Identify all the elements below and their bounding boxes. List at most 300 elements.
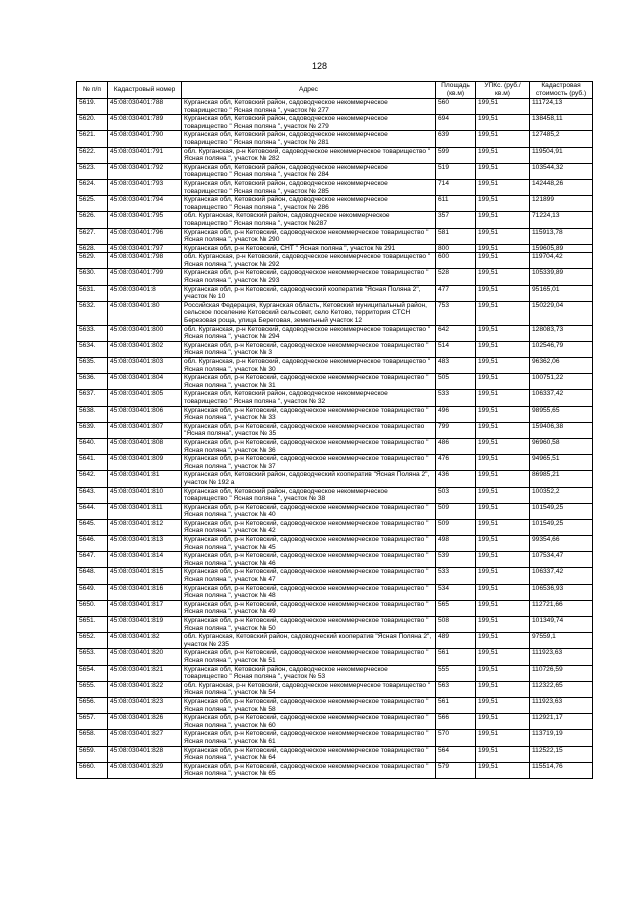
cell-address: Курганская обл, Кетовский район, садоводческий кооператив "Ясная Поляна 2", участок № 192 а [182,471,436,487]
cell-number: 5643. [77,487,108,503]
cell-cadastral-value: 142448,26 [530,179,593,195]
cell-area: 560 [436,99,476,115]
table-row [77,212,593,228]
cell-cadastral-number: 45:08:030401:821 [108,665,182,681]
cell-cadastral-value: 102546,79 [530,341,593,357]
cell-number: 5640. [77,438,108,454]
cell-area: 579 [436,762,476,778]
cell-cadastral-number: 45:08:030401:822 [108,681,182,697]
cell-address: Курганская обл, р-н Кетовский, садоводческое некоммерческое товарищество " Ясная поляна ", участок № 50 [182,617,436,633]
table-row [77,438,593,454]
cell-cadastral-value: 110726,59 [530,665,593,681]
cell-upks: 199,51 [476,325,530,341]
cell-address: обл. Курганская, р-н Кетовский, садоводческое некоммерческое товарищество " Ясная поляна ", участок № 30 [182,358,436,374]
table-row [77,600,593,616]
cell-upks: 199,51 [476,374,530,390]
table-row [77,285,593,301]
cell-cadastral-number: 45:08:030401:811 [108,503,182,519]
cell-cadastral-number: 45:08:030401:802 [108,341,182,357]
cell-upks: 199,51 [476,714,530,730]
cell-cadastral-value: 96362,06 [530,358,593,374]
cell-upks: 199,51 [476,212,530,228]
cell-cadastral-number: 45:08:030401:788 [108,99,182,115]
cell-number: 5619. [77,99,108,115]
table-row [77,697,593,713]
cell-cadastral-number: 45:08:030401:803 [108,358,182,374]
cell-upks: 199,51 [476,163,530,179]
cell-cadastral-number: 45:08:030401:815 [108,568,182,584]
cell-upks: 199,51 [476,358,530,374]
cell-cadastral-number: 45:08:030401:799 [108,269,182,285]
cell-cadastral-value: 96960,58 [530,438,593,454]
cell-area: 539 [436,552,476,568]
cell-address: Курганская обл, р-н Кетовский, садоводческое некоммерческое товарищество " Ясная поляна ", участок № 37 [182,455,436,471]
cell-cadastral-value: 103544,32 [530,163,593,179]
cell-number: 5644. [77,503,108,519]
cell-cadastral-number: 45:08:030401:80 [108,301,182,325]
cell-number: 5648. [77,568,108,584]
cell-address: обл. Курганская, р-н Кетовский, садоводческое некоммерческое товарищество " Ясная поляна ", участок № 54 [182,681,436,697]
header-number: № п/п [77,82,108,99]
cell-cadastral-number: 45:08:030401:829 [108,762,182,778]
table-body [77,99,593,779]
cell-number: 5642. [77,471,108,487]
cell-upks: 199,51 [476,519,530,535]
cell-address: Курганская обл, Кетовский район, садоводческое некоммерческое товарищество " Ясная поляна ", участок № 53 [182,665,436,681]
cell-address: Курганская обл, р-н Кетовский, садоводческий кооператив "Ясная Поляна 2", участок № 10 [182,285,436,301]
cell-cadastral-number: 45:08:030401:817 [108,600,182,616]
cell-address: Курганская обл, р-н Кетовский, садоводческое некоммерческое товарищество " Ясная поляна ", участок № 48 [182,584,436,600]
cell-number: 5649. [77,584,108,600]
cell-address: Курганская обл, Кетовский район, садоводческое некоммерческое товарищество " Ясная поляна ", участок № 284 [182,163,436,179]
table-row [77,649,593,665]
cell-cadastral-number: 45:08:030401:827 [108,730,182,746]
table-row [77,301,593,325]
cell-cadastral-value: 112322,65 [530,681,593,697]
cell-area: 599 [436,147,476,163]
cell-number: 5622. [77,147,108,163]
cell-cadastral-value: 105339,89 [530,269,593,285]
cell-address: Курганская обл, р-н Кетовский, садоводческое некоммерческое товарищество " Ясная поляна ", участок № 33 [182,406,436,422]
cell-address: обл. Курганская, р-н Кетовский, садоводческое некоммерческое товарищество " Ясная поляна ", участок № 292 [182,253,436,269]
cell-area: 509 [436,503,476,519]
cell-upks: 199,51 [476,406,530,422]
cell-cadastral-number: 45:08:030401:794 [108,196,182,212]
cell-area: 503 [436,487,476,503]
cell-number: 5633. [77,325,108,341]
cell-upks: 199,51 [476,600,530,616]
cell-cadastral-value: 94965,51 [530,455,593,471]
cell-cadastral-value: 101349,74 [530,617,593,633]
cell-area: 555 [436,665,476,681]
cell-cadastral-number: 45:08:030401:81 [108,471,182,487]
cell-area: 561 [436,697,476,713]
cell-number: 5639. [77,422,108,438]
cell-upks: 199,51 [476,115,530,131]
cell-area: 581 [436,228,476,244]
cell-cadastral-value: 127485,2 [530,131,593,147]
cell-area: 498 [436,536,476,552]
table-row [77,115,593,131]
cell-cadastral-number: 45:08:030401:812 [108,519,182,535]
cell-cadastral-number: 45:08:030401:816 [108,584,182,600]
cell-area: 489 [436,633,476,649]
cell-address: Курганская обл, Кетовский район, садоводческое некоммерческое товарищество " Ясная поляна ", участок № 285 [182,179,436,195]
cell-number: 5658. [77,730,108,746]
cell-area: 533 [436,568,476,584]
cell-address: Курганская обл, р-н Кетовский, садоводческое некоммерческое товарищество " Ясная поляна ", участок № 60 [182,714,436,730]
header-upks: УПКс. (руб./кв.м) [476,82,530,99]
table-row [77,374,593,390]
cell-number: 5629. [77,253,108,269]
cell-upks: 199,51 [476,471,530,487]
cell-cadastral-value: 150229,04 [530,301,593,325]
cell-area: 357 [436,212,476,228]
cell-cadastral-value: 97559,1 [530,633,593,649]
cell-area: 528 [436,269,476,285]
table-row [77,179,593,195]
cell-address: обл. Курганская, р-н Кетовский, садоводческое некоммерческое товарищество " Ясная поляна ", участок № 282 [182,147,436,163]
cell-upks: 199,51 [476,301,530,325]
cell-cadastral-value: 112921,17 [530,714,593,730]
cell-address: Курганская обл, Кетовский район, садоводческое некоммерческое товарищество " Ясная поляна ", участок № 286 [182,196,436,212]
cell-address: обл. Курганская, Кетовский район, садоводческий кооператив "Ясная Поляна 2", участок № 235 [182,633,436,649]
cell-number: 5637. [77,390,108,406]
cell-address: Курганская обл, р-н Кетовский, садоводческое некоммерческое товарищество " Ясная поляна ", участок № 51 [182,649,436,665]
cell-cadastral-value: 159605,89 [530,244,593,253]
table-row [77,341,593,357]
table-row [77,147,593,163]
cell-number: 5624. [77,179,108,195]
cell-area: 799 [436,422,476,438]
table-row [77,358,593,374]
cell-upks: 199,51 [476,147,530,163]
cell-area: 514 [436,341,476,357]
cell-area: 483 [436,358,476,374]
table-row [77,503,593,519]
cell-cadastral-value: 138458,11 [530,115,593,131]
cell-number: 5657. [77,714,108,730]
table-row [77,665,593,681]
table-row [77,471,593,487]
table-row [77,131,593,147]
cell-cadastral-number: 45:08:030401:820 [108,649,182,665]
cell-cadastral-value: 71224,13 [530,212,593,228]
table-row [77,762,593,778]
table-row [77,617,593,633]
cell-cadastral-number: 45:08:030401:793 [108,179,182,195]
cell-upks: 199,51 [476,390,530,406]
cell-address: Курганская обл, р-н Кетовский, садоводческое некоммерческое товарищество " Ясная поляна ", участок № 31 [182,374,436,390]
cell-address: Курганская обл, р-н Кетовский, садоводческое некоммерческое товарищество " Ясная поляна ", участок № 36 [182,438,436,454]
cell-area: 436 [436,471,476,487]
cell-number: 5641. [77,455,108,471]
cell-upks: 199,51 [476,438,530,454]
cell-address: Курганская обл, р-н Кетовский, садоводческое некоммерческое товарищество " Ясная поляна ", участок № 49 [182,600,436,616]
cell-area: 611 [436,196,476,212]
cell-cadastral-number: 45:08:030401:819 [108,617,182,633]
cell-upks: 199,51 [476,697,530,713]
cell-number: 5660. [77,762,108,778]
cell-cadastral-value: 121899 [530,196,593,212]
cell-area: 600 [436,253,476,269]
cell-cadastral-number: 45:08:030401:814 [108,552,182,568]
table-row [77,196,593,212]
cell-number: 5632. [77,301,108,325]
cell-upks: 199,51 [476,341,530,357]
cell-cadastral-number: 45:08:030401:826 [108,714,182,730]
cell-cadastral-number: 45:08:030401:82 [108,633,182,649]
cell-upks: 199,51 [476,503,530,519]
cell-address: Курганская обл, р-н Кетовский, СНТ " Ясная поляна ", участок № 291 [182,244,436,253]
cell-upks: 199,51 [476,762,530,778]
cell-upks: 199,51 [476,131,530,147]
cell-address: Курганская обл, Кетовский район, садоводческое некоммерческое товарищество " Ясная поляна ", участок № 279 [182,115,436,131]
cell-address: Курганская обл, Кетовский район, садоводческое некоммерческое товарищество " Ясная поляна ", участок № 277 [182,99,436,115]
cell-address: Курганская обл, р-н Кетовский, садоводческое некоммерческое товарищество " Ясная поляна ", участок № 45 [182,536,436,552]
cell-upks: 199,51 [476,746,530,762]
cell-address: Курганская обл, Кетовский район, садоводческое некоммерческое товарищество " Ясная поляна ", участок № 32 [182,390,436,406]
cell-number: 5650. [77,600,108,616]
cell-cadastral-value: 86985,21 [530,471,593,487]
cell-number: 5652. [77,633,108,649]
cell-area: 508 [436,617,476,633]
cell-area: 565 [436,600,476,616]
cell-address: Курганская обл, р-н Кетовский, садоводческое некоммерческое товарищество " Ясная поляна ", участок № 3 [182,341,436,357]
cell-address: Курганская обл, р-н Кетовский, садоводческое некоммерческое товарищество " Ясная поляна ", участок № 61 [182,730,436,746]
cell-cadastral-value: 106536,93 [530,584,593,600]
cell-cadastral-number: 45:08:030401:808 [108,438,182,454]
header-cadastral-number: Кадастровый номер [108,82,182,99]
cell-upks: 199,51 [476,730,530,746]
cell-cadastral-value: 100352,2 [530,487,593,503]
cell-number: 5647. [77,552,108,568]
cell-number: 5645. [77,519,108,535]
cell-upks: 199,51 [476,568,530,584]
cell-number: 5626. [77,212,108,228]
cell-number: 5653. [77,649,108,665]
cell-cadastral-number: 45:08:030401:800 [108,325,182,341]
cell-cadastral-value: 115913,78 [530,228,593,244]
cell-number: 5638. [77,406,108,422]
cell-address: Курганская обл, р-н Кетовский, садоводческое некоммерческое товарищество "Ясная поляна", участок № 35 [182,422,436,438]
cell-area: 564 [436,746,476,762]
cell-number: 5625. [77,196,108,212]
cell-number: 5620. [77,115,108,131]
cell-address: обл. Курганская, Кетовский район, садоводческое некоммерческое товарищество " Ясная поляна ", участок №287 [182,212,436,228]
cell-number: 5623. [77,163,108,179]
cell-upks: 199,51 [476,179,530,195]
cell-cadastral-number: 45:08:030401:809 [108,455,182,471]
cell-cadastral-value: 115514,76 [530,762,593,778]
cell-cadastral-value: 128083,73 [530,325,593,341]
cell-area: 561 [436,649,476,665]
table-row [77,746,593,762]
cell-cadastral-value: 159406,38 [530,422,593,438]
cell-number: 5631. [77,285,108,301]
cell-area: 753 [436,301,476,325]
cell-number: 5634. [77,341,108,357]
cell-area: 642 [436,325,476,341]
table-row [77,584,593,600]
cell-cadastral-number: 45:08:030401:828 [108,746,182,762]
cell-area: 509 [436,519,476,535]
cell-number: 5628. [77,244,108,253]
table-row [77,455,593,471]
cell-area: 534 [436,584,476,600]
cell-upks: 199,51 [476,99,530,115]
cell-upks: 199,51 [476,196,530,212]
cell-cadastral-value: 111923,63 [530,697,593,713]
cell-number: 5651. [77,617,108,633]
cell-number: 5635. [77,358,108,374]
cell-address: Курганская обл, р-н Кетовский, садоводческое некоммерческое товарищество " Ясная поляна ", участок № 46 [182,552,436,568]
cell-cadastral-number: 45:08:030401:806 [108,406,182,422]
cell-cadastral-number: 45:08:030401:805 [108,390,182,406]
cell-address: Курганская обл, р-н Кетовский, садоводческое некоммерческое товарищество " Ясная поляна ", участок № 290 [182,228,436,244]
cell-upks: 199,51 [476,422,530,438]
cell-cadastral-number: 45:08:030401:795 [108,212,182,228]
table-row [77,244,593,253]
cell-cadastral-number: 45:08:030401:8 [108,285,182,301]
cell-address: Курганская обл, р-н Кетовский, садоводческое некоммерческое товарищество " Ясная поляна ", участок № 64 [182,746,436,762]
cell-upks: 199,51 [476,285,530,301]
cell-upks: 199,51 [476,228,530,244]
table-row [77,406,593,422]
cell-cadastral-value: 107534,47 [530,552,593,568]
table-row [77,228,593,244]
cell-area: 563 [436,681,476,697]
cell-cadastral-value: 112522,15 [530,746,593,762]
table-row [77,714,593,730]
cell-upks: 199,51 [476,617,530,633]
cell-address: Курганская обл, Кетовский район, садоводческое некоммерческое товарищество " Ясная поляна ", участок № 281 [182,131,436,147]
cell-number: 5636. [77,374,108,390]
table-row [77,163,593,179]
cell-cadastral-value: 106337,42 [530,568,593,584]
cell-upks: 199,51 [476,253,530,269]
cell-cadastral-value: 111724,13 [530,99,593,115]
cell-cadastral-number: 45:08:030401:804 [108,374,182,390]
table-row [77,536,593,552]
cell-area: 800 [436,244,476,253]
cell-cadastral-number: 45:08:030401:792 [108,163,182,179]
cell-upks: 199,51 [476,244,530,253]
cell-cadastral-number: 45:08:030401:789 [108,115,182,131]
cell-area: 533 [436,390,476,406]
cell-cadastral-value: 112721,66 [530,600,593,616]
table-header-row [77,82,593,99]
cell-cadastral-value: 100751,22 [530,374,593,390]
cell-area: 477 [436,285,476,301]
header-address: Адрес [182,82,436,99]
cell-cadastral-number: 45:08:030401:807 [108,422,182,438]
cell-number: 5654. [77,665,108,681]
cell-address: обл. Курганская, р-н Кетовский, садоводческое некоммерческое товарищество " Ясная поляна ", участок № 294 [182,325,436,341]
table-row [77,253,593,269]
table-row [77,568,593,584]
table-row [77,99,593,115]
cell-number: 5656. [77,697,108,713]
cell-cadastral-value: 95165,01 [530,285,593,301]
cadastral-register-table [76,81,593,779]
cell-upks: 199,51 [476,455,530,471]
cell-cadastral-number: 45:08:030401:797 [108,244,182,253]
cell-area: 476 [436,455,476,471]
cell-number: 5659. [77,746,108,762]
cell-area: 570 [436,730,476,746]
cell-cadastral-number: 45:08:030401:796 [108,228,182,244]
cell-area: 566 [436,714,476,730]
cell-address: Курганская обл, р-н Кетовский, садоводческое некоммерческое товарищество " Ясная поляна ", участок № 65 [182,762,436,778]
cell-number: 5627. [77,228,108,244]
cell-address: Курганская обл, р-н Кетовский, садоводческое некоммерческое товарищество " Ясная поляна ", участок № 58 [182,697,436,713]
cell-number: 5646. [77,536,108,552]
cell-upks: 199,51 [476,665,530,681]
table-row [77,269,593,285]
cell-upks: 199,51 [476,633,530,649]
cell-upks: 199,51 [476,269,530,285]
cell-address: Курганская обл, р-н Кетовский, садоводческое некоммерческое товарищество " Ясная поляна ", участок № 40 [182,503,436,519]
table-row [77,487,593,503]
table-row [77,730,593,746]
cell-cadastral-number: 45:08:030401:823 [108,697,182,713]
page-number: 128 [311,61,328,71]
cell-cadastral-value: 99354,66 [530,536,593,552]
table-row [77,422,593,438]
cell-upks: 199,51 [476,487,530,503]
cell-number: 5630. [77,269,108,285]
cell-upks: 199,51 [476,681,530,697]
cell-area: 714 [436,179,476,195]
cell-cadastral-value: 119704,42 [530,253,593,269]
cell-area: 505 [436,374,476,390]
cell-area: 496 [436,406,476,422]
cell-cadastral-number: 45:08:030401:790 [108,131,182,147]
cell-number: 5621. [77,131,108,147]
cell-cadastral-value: 113719,19 [530,730,593,746]
cell-area: 486 [436,438,476,454]
cell-number: 5655. [77,681,108,697]
cell-area: 639 [436,131,476,147]
cell-address: Курганская обл, р-н Кетовский, садоводческое некоммерческое товарищество " Ясная поляна ", участок № 42 [182,519,436,535]
cell-cadastral-number: 45:08:030401:791 [108,147,182,163]
cell-cadastral-number: 45:08:030401:798 [108,253,182,269]
cell-cadastral-value: 101549,25 [530,503,593,519]
table-row [77,390,593,406]
cell-address: Курганская обл, р-н Кетовский, садоводческое некоммерческое товарищество " Ясная поляна ", участок № 47 [182,568,436,584]
cell-cadastral-value: 111923,63 [530,649,593,665]
cell-address: Курганская обл, Кетовский район, садоводческое некоммерческое товарищество " Ясная поляна ", участок № 38 [182,487,436,503]
cell-upks: 199,51 [476,584,530,600]
cell-area: 694 [436,115,476,131]
table-row [77,552,593,568]
table-row [77,325,593,341]
table-row [77,681,593,697]
cell-cadastral-number: 45:08:030401:810 [108,487,182,503]
cell-cadastral-value: 119504,91 [530,147,593,163]
cell-cadastral-value: 98955,65 [530,406,593,422]
cell-area: 519 [436,163,476,179]
header-cadastral-value: Кадастровая стоимость (руб.) [530,82,593,99]
cell-address: Российская Федерация, Курганская область, Кетовский муниципальный район, сельское поселение Кетовский сельсовет, село Кетово, территория СТСН Березовая роща, улица Береговая, земельный участок 12 [182,301,436,325]
table-row [77,519,593,535]
cell-upks: 199,51 [476,552,530,568]
table-row [77,633,593,649]
header-area: Площадь (кв.м) [436,82,476,99]
cell-cadastral-value: 106337,42 [530,390,593,406]
cell-cadastral-number: 45:08:030401:813 [108,536,182,552]
